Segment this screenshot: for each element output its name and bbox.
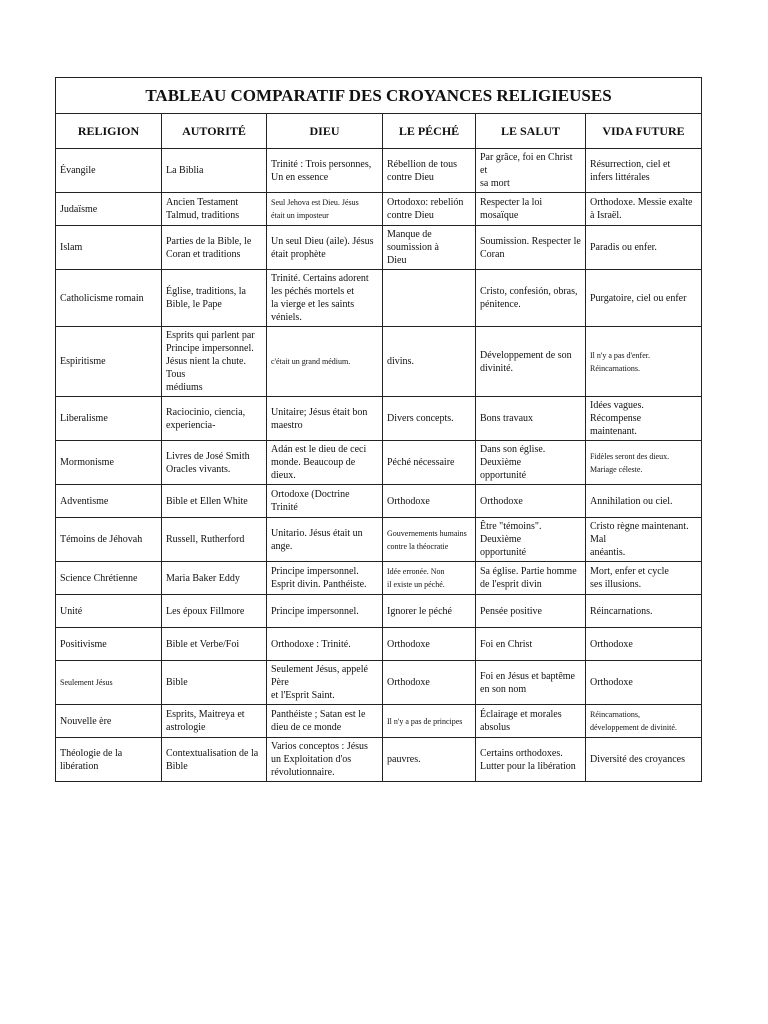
cell-salvation: Bons travaux — [476, 397, 586, 441]
cell-authority: Bible et Verbe/Foi — [162, 628, 267, 661]
cell-sin: pauvres. — [383, 738, 476, 782]
cell-god: Panthéiste ; Satan est le dieu de ce monde — [267, 705, 383, 738]
cell-god: Trinité : Trois personnes, Un en essence — [267, 149, 383, 193]
cell-salvation: Respecter la loi mosaïque — [476, 193, 586, 226]
cell-religion: Judaïsme — [56, 193, 162, 226]
cell-authority: Parties de la Bible, le Coran et traditions — [162, 226, 267, 270]
cell-god: Un seul Dieu (aile). Jésus était prophète — [267, 226, 383, 270]
table-row — [56, 628, 702, 661]
cell-god: Unitaire; Jésus était bon maestro — [267, 397, 383, 441]
cell-god: Unitario. Jésus était un ange. — [267, 518, 383, 562]
cell-afterlife: Réincarnations. — [586, 595, 702, 628]
cell-god: Adán est le dieu de ceci monde. Beaucoup de dieux. — [267, 441, 383, 485]
cell-authority: Église, traditions, la Bible, le Pape — [162, 270, 267, 327]
cell-religion: Seulement Jésus — [56, 661, 162, 705]
cell-sin: Divers concepts. — [383, 397, 476, 441]
cell-religion: Évangile — [56, 149, 162, 193]
cell-salvation: Développement de son divinité. — [476, 327, 586, 397]
cell-afterlife: Annihilation ou ciel. — [586, 485, 702, 518]
table-row — [56, 441, 702, 485]
cell-salvation: Éclairage et morales absolus — [476, 705, 586, 738]
cell-authority: La Biblia — [162, 149, 267, 193]
cell-authority: Esprits, Maitreya et astrologie — [162, 705, 267, 738]
column-header-salvation: LE SALUT — [476, 114, 586, 149]
cell-authority: Bible et Ellen White — [162, 485, 267, 518]
cell-god: Principe impersonnel. Esprit divin. Panthéiste. — [267, 562, 383, 595]
cell-authority: Maria Baker Eddy — [162, 562, 267, 595]
column-header-afterlife: VIDA FUTURE — [586, 114, 702, 149]
cell-religion: Unité — [56, 595, 162, 628]
cell-authority: Les époux Fillmore — [162, 595, 267, 628]
cell-salvation: Foi en Jésus et baptême en son nom — [476, 661, 586, 705]
table-row — [56, 518, 702, 562]
cell-salvation: Pensée positive — [476, 595, 586, 628]
cell-sin: Il n'y a pas de principes — [383, 705, 476, 738]
cell-afterlife: Orthodoxe. Messie exalte à Israël. — [586, 193, 702, 226]
comparison-table — [55, 77, 702, 782]
cell-salvation: Soumission. Respecter le Coran — [476, 226, 586, 270]
table-row — [56, 270, 702, 327]
cell-god: c'était un grand médium. — [267, 327, 383, 397]
cell-salvation: Cristo, confesión, obras, pénitence. — [476, 270, 586, 327]
cell-religion: Positivisme — [56, 628, 162, 661]
cell-authority: Contextualisation de la Bible — [162, 738, 267, 782]
cell-god: Orthodoxe : Trinité. — [267, 628, 383, 661]
column-header-sin: LE PÉCHÉ — [383, 114, 476, 149]
table-row — [56, 738, 702, 782]
cell-god: Varios conceptos : Jésus un Exploitation d'os révolutionnaire. — [267, 738, 383, 782]
cell-sin: Orthodoxe — [383, 661, 476, 705]
cell-religion: Théologie de la libération — [56, 738, 162, 782]
cell-authority: Bible — [162, 661, 267, 705]
cell-authority: Raciocinio, ciencia, experiencia- — [162, 397, 267, 441]
cell-afterlife: Fidèles seront des dieux. Mariage céleste. — [586, 441, 702, 485]
cell-religion: Islam — [56, 226, 162, 270]
cell-god: Ortodoxe (Doctrine Trinité — [267, 485, 383, 518]
cell-sin: Ortodoxo: rebelión contre Dieu — [383, 193, 476, 226]
cell-authority: Livres de José Smith Oracles vivants. — [162, 441, 267, 485]
cell-salvation: Certains orthodoxes. Lutter pour la libération — [476, 738, 586, 782]
table-row — [56, 327, 702, 397]
cell-sin: Rébellion de tous contre Dieu — [383, 149, 476, 193]
table-row — [56, 397, 702, 441]
cell-authority: Esprits qui parlent par Principe impersonnel. Jésus nient la chute. Tous médiums — [162, 327, 267, 397]
table-row — [56, 705, 702, 738]
cell-religion: Science Chrétienne — [56, 562, 162, 595]
cell-god: Trinité. Certains adorent les péchés mortels et la vierge et les saints véniels. — [267, 270, 383, 327]
cell-religion: Mormonisme — [56, 441, 162, 485]
cell-sin: Orthodoxe — [383, 628, 476, 661]
cell-afterlife: Diversité des croyances — [586, 738, 702, 782]
cell-afterlife: Orthodoxe — [586, 661, 702, 705]
cell-religion: Témoins de Jéhovah — [56, 518, 162, 562]
cell-authority: Russell, Rutherford — [162, 518, 267, 562]
cell-sin: Gouvernements humains contre la théocratie — [383, 518, 476, 562]
cell-religion: Adventisme — [56, 485, 162, 518]
cell-salvation: Sa église. Partie homme de l'esprit divin — [476, 562, 586, 595]
cell-sin: Manque de soumission à Dieu — [383, 226, 476, 270]
cell-sin: Ignorer le péché — [383, 595, 476, 628]
table-body — [56, 149, 702, 782]
column-header-god: DIEU — [267, 114, 383, 149]
cell-sin: Péché nécessaire — [383, 441, 476, 485]
table-row — [56, 595, 702, 628]
cell-salvation: Dans son église. Deuxième opportunité — [476, 441, 586, 485]
table-title: TABLEAU COMPARATIF DES CROYANCES RELIGIEUSES — [56, 78, 702, 114]
cell-afterlife: Résurrection, ciel et infers littérales — [586, 149, 702, 193]
cell-salvation: Par grâce, foi en Christ et sa mort — [476, 149, 586, 193]
table-row — [56, 485, 702, 518]
table-row — [56, 226, 702, 270]
cell-afterlife: Idées vagues. Récompense maintenant. — [586, 397, 702, 441]
cell-religion: Espiritisme — [56, 327, 162, 397]
column-header-authority: AUTORITÉ — [162, 114, 267, 149]
cell-god: Seul Jehova est Dieu. Jésus était un imposteur — [267, 193, 383, 226]
cell-salvation: Foi en Christ — [476, 628, 586, 661]
cell-authority: Ancien Testament Talmud, traditions — [162, 193, 267, 226]
cell-sin: Idée erronée. Non il existe un péché. — [383, 562, 476, 595]
cell-god: Principe impersonnel. — [267, 595, 383, 628]
cell-afterlife: Il n'y a pas d'enfer. Réincarnations. — [586, 327, 702, 397]
column-header-religion: RELIGION — [56, 114, 162, 149]
cell-sin: Orthodoxe — [383, 485, 476, 518]
cell-afterlife: Cristo règne maintenant. Mal anéantis. — [586, 518, 702, 562]
cell-afterlife: Orthodoxe — [586, 628, 702, 661]
cell-sin — [383, 270, 476, 327]
cell-sin: divins. — [383, 327, 476, 397]
table-row — [56, 661, 702, 705]
cell-afterlife: Paradis ou enfer. — [586, 226, 702, 270]
cell-religion: Nouvelle ère — [56, 705, 162, 738]
cell-religion: Catholicisme romain — [56, 270, 162, 327]
table-row — [56, 149, 702, 193]
header-row — [56, 114, 702, 149]
table-row — [56, 193, 702, 226]
cell-salvation: Être "témoins". Deuxième opportunité — [476, 518, 586, 562]
cell-afterlife: Réincarnations, développement de divinité. — [586, 705, 702, 738]
table-row — [56, 562, 702, 595]
cell-afterlife: Mort, enfer et cycle ses illusions. — [586, 562, 702, 595]
cell-afterlife: Purgatoire, ciel ou enfer — [586, 270, 702, 327]
cell-god: Seulement Jésus, appelé Père et l'Esprit Saint. — [267, 661, 383, 705]
cell-religion: Liberalisme — [56, 397, 162, 441]
cell-salvation: Orthodoxe — [476, 485, 586, 518]
